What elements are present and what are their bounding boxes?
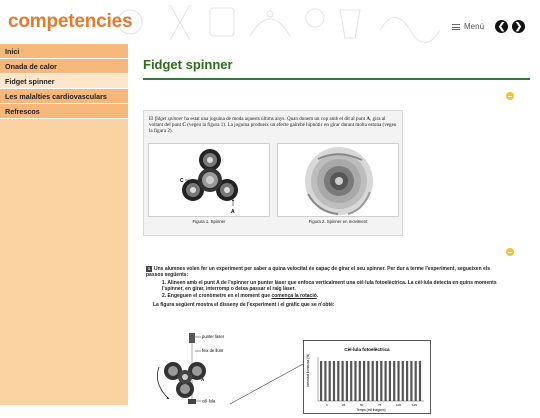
question-intro: 1 Uns alumnes volen fer un experiment per saber a quina velocitat és capaç de girar el seu spinner. Per dur a terme l'experiment, segueixen els passos següents: [146,266,491,279]
sidebar-item-malalties-cardiovasculars[interactable]: Les malalties cardiovasculars [0,89,128,104]
graph-bar [402,361,404,401]
x-tick: 50 [360,403,364,407]
x-tick: 0 [326,403,328,407]
step-1: 1. Alineen amb el punt A de l'spinner un punter làser que enfoca verticalment una cèl·lula fotoelèctrica. La cèl·lula detecta en quins moments l'spinner, en girar, interromp o deixa passar el raig làser. [162,279,497,293]
graph-bar [320,361,322,401]
graph-bar [354,361,356,401]
hamburger-icon [452,24,460,30]
figure-spinner [148,143,270,217]
graph-bar [333,361,335,401]
collapse-icon[interactable] [506,92,514,100]
question-number: 1 [147,266,151,271]
spinner-image [149,144,271,218]
main-content [128,44,540,412]
next-page-button[interactable] [512,20,525,33]
menu-button[interactable] [452,22,484,31]
graph-xlabel: Temps (mil·lisegons) [356,408,386,412]
graph-bar [415,361,417,401]
label-beam: feix de llum [202,348,224,353]
graph-bar [393,361,395,401]
sidebar-item-onada-de-calor[interactable]: Onada de calor [0,59,128,74]
chevron-left-icon: ❮ [497,21,506,31]
figure-spinner-moving [277,143,399,217]
x-tick: 75 [378,403,382,407]
previous-page-button[interactable] [495,20,508,33]
graph-bar [380,361,382,401]
graph-bar [397,361,399,401]
x-tick: 25 [342,403,346,407]
spinner-motion-image [278,144,400,218]
graph-bar [342,361,344,401]
graph-bar [419,361,421,401]
label-c: C [180,178,184,184]
graph-bar [324,361,326,401]
label-laser: punter làser [202,334,225,339]
sidebar-item-fidget-spinner[interactable]: Fidget spinner [0,74,128,89]
title-divider [143,78,530,80]
x-tick: 100 [396,403,402,407]
menu-label: Menú [464,22,485,31]
graph-bar [410,361,412,401]
graph-bar [329,361,331,401]
step-2: 2. Engeguen el cronòmetre en el moment que comença la rotació. [162,293,319,300]
question-steps [162,280,506,300]
graph-bar [372,361,374,401]
label-cell: cèl·lula [202,398,216,404]
collapse-icon[interactable] [506,248,514,256]
sidebar-item-refrescos[interactable]: Refrescos [0,104,128,119]
question-1 [146,266,506,308]
graph-bar [363,361,365,401]
graph-bars [320,361,421,401]
app-logo[interactable]: competencies [8,11,133,32]
chevron-right-icon: ❯ [514,21,523,31]
header-doodles [110,0,440,44]
graph-bar [385,361,387,401]
graph-title: Cèl·lula fotoelèctrica [344,347,390,352]
graph-bar [359,361,361,401]
sidebar-item-inici[interactable]: Inici [0,44,128,59]
graph-bar [389,361,391,401]
graph-ylabel: Intensitat lluminosa (%) [306,353,310,387]
sidebar [0,44,128,405]
intro-text: El fidget spinner ha estat una joguina de moda aquests últims anys. Quan donem un cop amb el dit al punt A, gira al voltant del punt C (vegeu la figura 1). La joguina produeix un efecte gairebé hipnòtic en girar durant molta estona (vegeu la figura 2). [149,116,397,135]
page-title: Fidget spinner [143,57,233,72]
graph-bar [346,361,348,401]
figure-2-caption: Figura 2. Spinner en moviment [308,219,368,224]
graph-bar [350,361,352,401]
photocell-graph [303,340,431,414]
graph-bar [337,361,339,401]
header [0,0,540,44]
intro-panel [143,110,403,236]
label-a: A [231,209,235,215]
label-a: A [201,377,205,382]
x-tick: 125 [412,403,418,407]
graph-bar [406,361,408,401]
graph-bar [376,361,378,401]
figure-1-caption: Figura 1. Spinner [192,219,226,224]
graph-bar [367,361,369,401]
figure-note: La figura següent mostra el disseny de l'experiment i el gràfic que se n'obté: [153,301,335,308]
experiment-diagram [143,329,263,405]
